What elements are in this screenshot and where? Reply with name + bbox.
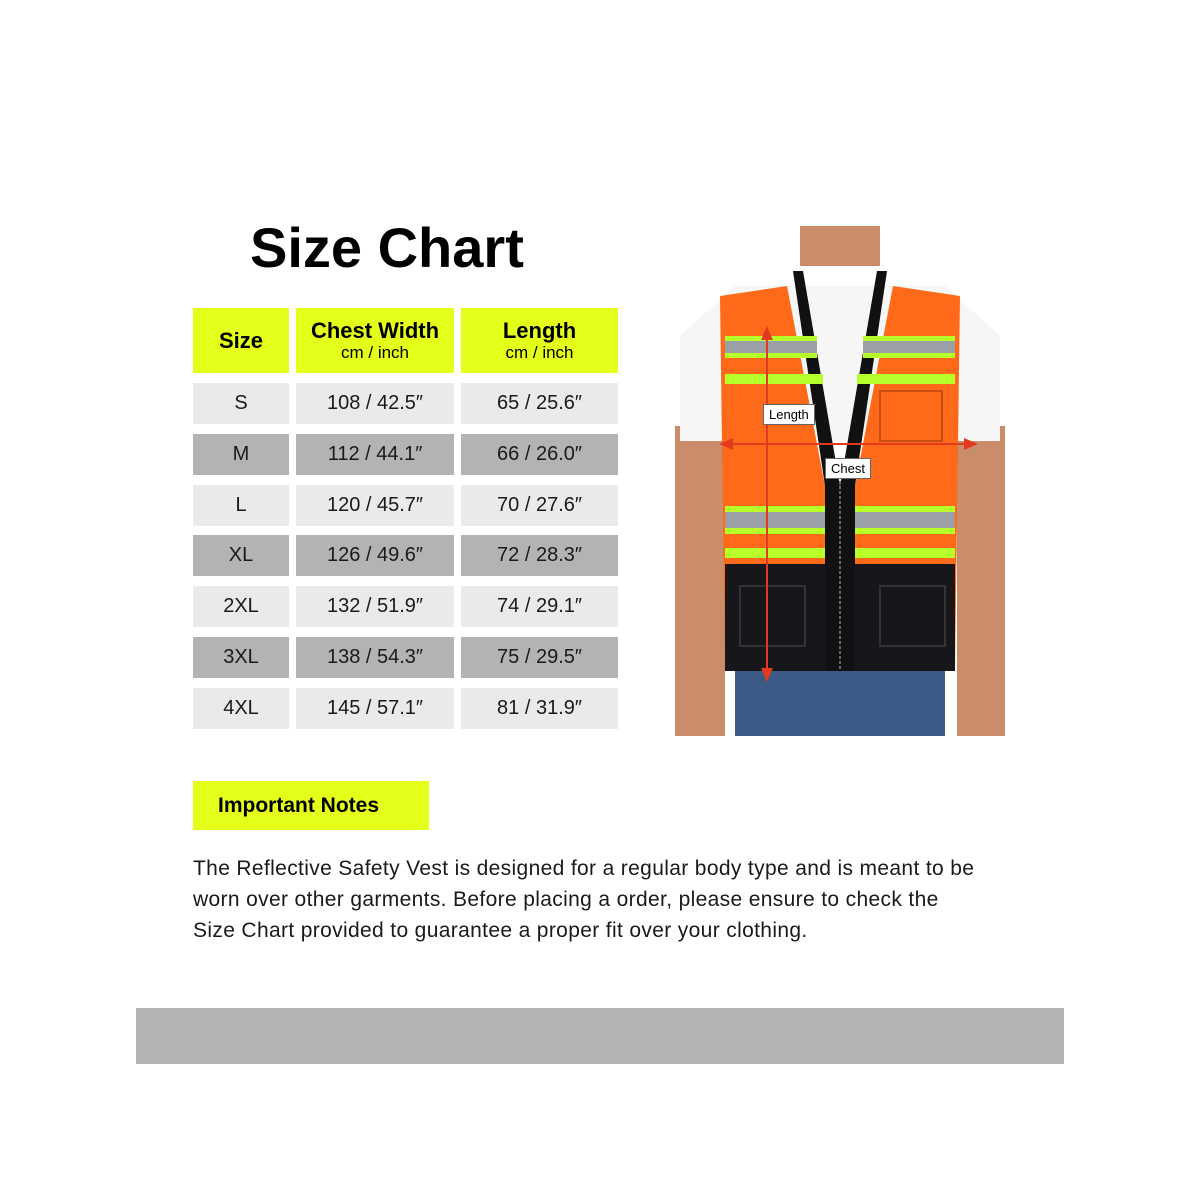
table-row-3xl-size bbox=[193, 637, 289, 678]
table-row-3xl-chest bbox=[296, 637, 454, 678]
size-value: 2XL bbox=[223, 595, 259, 617]
header-size-label: Size bbox=[218, 327, 264, 353]
table-row-4xl-size bbox=[193, 688, 289, 729]
table-row-m-chest bbox=[296, 434, 454, 475]
size-value: S bbox=[234, 392, 248, 414]
table-row-l-chest bbox=[296, 485, 454, 526]
table-row-s-size bbox=[193, 383, 289, 424]
vest-model-image bbox=[675, 226, 1005, 736]
length-value: 81 / 31.9″ bbox=[497, 697, 582, 719]
chest-value: 112 / 44.1″ bbox=[327, 443, 423, 465]
table-row-3xl-length bbox=[461, 637, 618, 678]
chest-label: Chest bbox=[825, 458, 871, 479]
table-row-xl-length bbox=[461, 535, 618, 576]
table-row-l-size bbox=[193, 485, 289, 526]
table-row-s-length bbox=[461, 383, 618, 424]
page-title: Size Chart bbox=[250, 216, 524, 279]
header-chest-width bbox=[296, 308, 454, 373]
chest-value: 108 / 42.5″ bbox=[326, 392, 424, 414]
header-length bbox=[461, 308, 618, 373]
neck-shape bbox=[800, 226, 880, 266]
table-row-2xl-length bbox=[461, 586, 618, 627]
right-arm bbox=[957, 426, 1005, 736]
table-row-2xl-size bbox=[193, 586, 289, 627]
chest-value: 126 / 49.6″ bbox=[326, 544, 424, 566]
table-row-4xl-length bbox=[461, 688, 618, 729]
important-notes-heading: Important Notes bbox=[193, 781, 429, 830]
size-value: 4XL bbox=[223, 697, 259, 719]
header-length-label: Length bbox=[502, 317, 577, 343]
left-arm bbox=[675, 426, 725, 736]
vest-illustration bbox=[675, 226, 1005, 736]
size-value: M bbox=[232, 443, 250, 465]
header-chest-width-label: Chest Width bbox=[310, 317, 440, 343]
length-value: 74 / 29.1″ bbox=[497, 595, 582, 617]
size-value: XL bbox=[228, 544, 254, 566]
table-row-m-size bbox=[193, 434, 289, 475]
table-row-s-chest bbox=[296, 383, 454, 424]
table-row-xl-size bbox=[193, 535, 289, 576]
length-value: 70 / 27.6″ bbox=[497, 494, 582, 516]
important-notes-text: The Reflective Safety Vest is designed for a regular body type and is meant to be worn over other garments. Before placing a order, please ensure to check the Size Chart provided to guarantee a proper fit over your clothing. bbox=[193, 857, 975, 942]
length-value: 66 / 26.0″ bbox=[497, 443, 582, 465]
table-row-xl-chest bbox=[296, 535, 454, 576]
table-row-l-length bbox=[461, 485, 618, 526]
table-row-4xl-chest bbox=[296, 688, 454, 729]
chest-value: 132 / 51.9″ bbox=[326, 595, 424, 617]
length-value: 72 / 28.3″ bbox=[497, 544, 582, 566]
length-label: Length bbox=[763, 404, 815, 425]
header-size bbox=[193, 308, 289, 373]
table-row-m-length bbox=[461, 434, 618, 475]
size-value: L bbox=[235, 494, 247, 516]
length-value: 75 / 29.5″ bbox=[497, 646, 582, 668]
chest-value: 138 / 54.3″ bbox=[326, 646, 424, 668]
chest-value: 145 / 57.1″ bbox=[326, 697, 424, 719]
table-row-2xl-chest bbox=[296, 586, 454, 627]
vest-lower-right bbox=[855, 564, 955, 671]
chest-value: 120 / 45.7″ bbox=[326, 494, 424, 516]
size-value: 3XL bbox=[223, 646, 259, 668]
length-value: 65 / 25.6″ bbox=[497, 392, 582, 414]
footer-bar bbox=[136, 1008, 1064, 1064]
header-length-unit: cm / inch bbox=[505, 342, 574, 362]
header-chest-width-unit: cm / inch bbox=[340, 342, 410, 362]
